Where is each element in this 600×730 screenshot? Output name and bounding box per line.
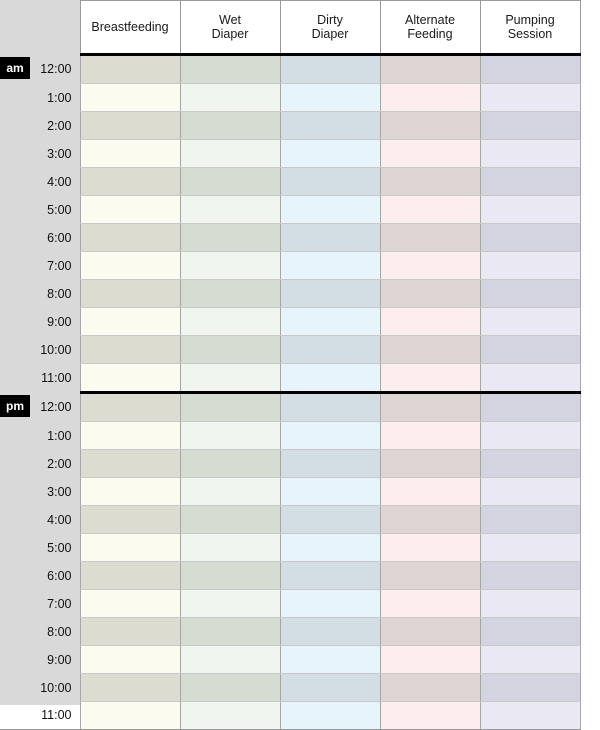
period-badge-am: am	[0, 57, 30, 79]
cell-breastfeeding[interactable]	[80, 562, 180, 590]
column-header-breastfeeding-label: Breastfeeding	[91, 19, 169, 34]
cell-wet-diaper[interactable]	[180, 562, 280, 590]
cell-dirty-diaper[interactable]	[280, 506, 380, 534]
cell-alternate-feeding[interactable]	[380, 280, 480, 308]
cell-pumping-session[interactable]	[480, 646, 580, 674]
cell-alternate-feeding[interactable]	[380, 618, 480, 646]
cell-breastfeeding[interactable]	[80, 55, 180, 84]
table-body	[0, 55, 580, 730]
table-row	[0, 140, 580, 168]
cell-wet-diaper[interactable]	[180, 196, 280, 224]
cell-wet-diaper[interactable]	[180, 590, 280, 618]
cell-dirty-diaper[interactable]	[280, 478, 380, 506]
cell-wet-diaper[interactable]	[180, 422, 280, 450]
row-time-label	[0, 168, 80, 196]
column-header-dirty-diaper-line1: Dirty	[317, 12, 343, 27]
table-row	[0, 422, 580, 450]
cell-alternate-feeding[interactable]	[380, 112, 480, 140]
table-row	[0, 702, 580, 730]
row-time-text: 7:00	[47, 596, 72, 611]
cell-pumping-session[interactable]	[480, 478, 580, 506]
row-time-label	[0, 506, 80, 534]
cell-wet-diaper[interactable]	[180, 364, 280, 393]
cell-wet-diaper[interactable]	[180, 336, 280, 364]
table-row	[0, 506, 580, 534]
cell-dirty-diaper[interactable]	[280, 280, 380, 308]
cell-dirty-diaper[interactable]	[280, 393, 380, 422]
cell-dirty-diaper[interactable]	[280, 702, 380, 730]
row-time-text: 3:00	[47, 146, 72, 161]
column-header-pumping-session-line2: Session	[507, 27, 553, 41]
table-row	[0, 168, 580, 196]
cell-alternate-feeding[interactable]	[380, 393, 480, 422]
table-row	[0, 84, 580, 112]
cell-wet-diaper[interactable]	[180, 112, 280, 140]
cell-pumping-session[interactable]	[480, 112, 580, 140]
cell-breastfeeding[interactable]	[80, 393, 180, 422]
cell-breastfeeding[interactable]	[80, 534, 180, 562]
table-row	[0, 224, 580, 252]
cell-pumping-session[interactable]	[480, 422, 580, 450]
row-time-text: 5:00	[47, 202, 72, 217]
row-time-label	[0, 590, 80, 618]
row-time-label	[0, 308, 80, 336]
header-row	[0, 1, 580, 55]
cell-dirty-diaper[interactable]	[280, 618, 380, 646]
cell-breastfeeding[interactable]	[80, 140, 180, 168]
cell-breastfeeding[interactable]	[80, 168, 180, 196]
cell-wet-diaper[interactable]	[180, 280, 280, 308]
cell-dirty-diaper[interactable]	[280, 646, 380, 674]
cell-breastfeeding[interactable]	[80, 618, 180, 646]
cell-wet-diaper[interactable]	[180, 84, 280, 112]
cell-dirty-diaper[interactable]	[280, 534, 380, 562]
row-time-label	[0, 196, 80, 224]
row-time-text: 10:00	[40, 680, 72, 695]
column-header-alternate-feeding-line2: Feeding	[407, 27, 453, 41]
table-row	[0, 336, 580, 364]
row-time-text: 4:00	[47, 174, 72, 189]
column-header-dirty-diaper-line2: Diaper	[311, 27, 349, 41]
cell-pumping-session[interactable]	[480, 674, 580, 702]
cell-breastfeeding[interactable]	[80, 252, 180, 280]
row-time-text: 11:00	[41, 708, 72, 723]
cell-alternate-feeding[interactable]	[380, 534, 480, 562]
row-time-label	[0, 422, 80, 450]
row-time-text: 1:00	[47, 90, 72, 105]
cell-dirty-diaper[interactable]	[280, 364, 380, 393]
cell-wet-diaper[interactable]	[180, 168, 280, 196]
row-time-label	[0, 674, 80, 702]
table-row	[0, 280, 580, 308]
table-row	[0, 478, 580, 506]
cell-dirty-diaper[interactable]	[280, 224, 380, 252]
table-row	[0, 562, 580, 590]
row-time-label	[0, 702, 80, 730]
cell-pumping-session[interactable]	[480, 336, 580, 364]
row-time-text: 4:00	[47, 512, 72, 527]
column-header-breastfeeding	[80, 1, 180, 55]
table-row	[0, 55, 580, 84]
row-time-text: 1:00	[47, 428, 72, 443]
row-time-label	[0, 534, 80, 562]
cell-wet-diaper[interactable]	[180, 702, 280, 730]
cell-breastfeeding[interactable]	[80, 308, 180, 336]
cell-alternate-feeding[interactable]	[380, 308, 480, 336]
column-header-wet-diaper	[180, 1, 280, 55]
row-time-label	[0, 364, 80, 393]
row-time-label	[0, 280, 80, 308]
cell-pumping-session[interactable]	[480, 140, 580, 168]
cell-breastfeeding[interactable]	[80, 196, 180, 224]
row-time-label	[0, 450, 80, 478]
cell-dirty-diaper[interactable]	[280, 84, 380, 112]
cell-dirty-diaper[interactable]	[280, 450, 380, 478]
cell-dirty-diaper[interactable]	[280, 308, 380, 336]
row-time-text: 6:00	[47, 230, 72, 245]
row-time-label	[0, 393, 80, 422]
table-row	[0, 196, 580, 224]
cell-breastfeeding[interactable]	[80, 702, 180, 730]
cell-pumping-session[interactable]	[480, 252, 580, 280]
cell-pumping-session[interactable]	[480, 534, 580, 562]
cell-alternate-feeding[interactable]	[380, 84, 480, 112]
row-time-label	[0, 224, 80, 252]
cell-breastfeeding[interactable]	[80, 506, 180, 534]
cell-breastfeeding[interactable]	[80, 450, 180, 478]
row-time-label	[0, 478, 80, 506]
row-time-label	[0, 336, 80, 364]
cell-alternate-feeding[interactable]	[380, 590, 480, 618]
row-time-label	[0, 562, 80, 590]
cell-alternate-feeding[interactable]	[380, 422, 480, 450]
cell-pumping-session[interactable]	[480, 224, 580, 252]
row-time-label	[0, 140, 80, 168]
row-time-text: 12:00	[40, 62, 72, 76]
row-time-label	[0, 112, 80, 140]
row-time-text: 2:00	[47, 118, 72, 133]
cell-pumping-session[interactable]	[480, 168, 580, 196]
cell-alternate-feeding[interactable]	[380, 702, 480, 730]
table-row	[0, 112, 580, 140]
row-time-text: 9:00	[47, 314, 72, 329]
cell-wet-diaper[interactable]	[180, 55, 280, 84]
column-header-dirty-diaper	[280, 1, 380, 55]
cell-pumping-session[interactable]	[480, 702, 580, 730]
table-row	[0, 674, 580, 702]
row-time-label	[0, 84, 80, 112]
cell-alternate-feeding[interactable]	[380, 646, 480, 674]
row-time-text: 2:00	[47, 456, 72, 471]
cell-wet-diaper[interactable]	[180, 534, 280, 562]
column-header-alternate-feeding	[380, 1, 480, 55]
cell-alternate-feeding[interactable]	[380, 674, 480, 702]
cell-alternate-feeding[interactable]	[380, 55, 480, 84]
table-row	[0, 590, 580, 618]
cell-breastfeeding[interactable]	[80, 590, 180, 618]
cell-dirty-diaper[interactable]	[280, 562, 380, 590]
table-row	[0, 618, 580, 646]
column-header-wet-diaper-line2: Diaper	[211, 27, 249, 41]
cell-wet-diaper[interactable]	[180, 140, 280, 168]
cell-breastfeeding[interactable]	[80, 112, 180, 140]
cell-dirty-diaper[interactable]	[280, 55, 380, 84]
row-time-label	[0, 618, 80, 646]
cell-dirty-diaper[interactable]	[280, 196, 380, 224]
cell-pumping-session[interactable]	[480, 196, 580, 224]
cell-breastfeeding[interactable]	[80, 224, 180, 252]
row-time-text: 6:00	[47, 568, 72, 583]
cell-wet-diaper[interactable]	[180, 478, 280, 506]
table-row	[0, 308, 580, 336]
cell-wet-diaper[interactable]	[180, 618, 280, 646]
row-time-text: 11:00	[41, 371, 72, 385]
cell-alternate-feeding[interactable]	[380, 252, 480, 280]
table-header	[0, 1, 580, 55]
table-row	[0, 364, 580, 393]
column-header-alternate-feeding-line1: Alternate	[404, 12, 456, 27]
time-column-header	[0, 1, 80, 55]
cell-dirty-diaper[interactable]	[280, 590, 380, 618]
row-time-text: 3:00	[47, 484, 72, 499]
row-time-text: 5:00	[47, 540, 72, 555]
cell-breastfeeding[interactable]	[80, 364, 180, 393]
row-time-text: 12:00	[40, 400, 72, 414]
cell-alternate-feeding[interactable]	[380, 562, 480, 590]
column-header-wet-diaper-line1: Wet	[219, 12, 241, 27]
cell-dirty-diaper[interactable]	[280, 422, 380, 450]
cell-wet-diaper[interactable]	[180, 646, 280, 674]
cell-alternate-feeding[interactable]	[380, 140, 480, 168]
row-time-text: 7:00	[47, 258, 72, 273]
cell-alternate-feeding[interactable]	[380, 450, 480, 478]
row-time-label	[0, 252, 80, 280]
cell-pumping-session[interactable]	[480, 450, 580, 478]
cell-alternate-feeding[interactable]	[380, 224, 480, 252]
cell-breastfeeding[interactable]	[80, 646, 180, 674]
cell-wet-diaper[interactable]	[180, 506, 280, 534]
period-badge-pm: pm	[0, 395, 30, 417]
row-time-text: 10:00	[40, 342, 72, 357]
cell-pumping-session[interactable]	[480, 562, 580, 590]
cell-wet-diaper[interactable]	[180, 393, 280, 422]
cell-pumping-session[interactable]	[480, 506, 580, 534]
row-time-label	[0, 646, 80, 674]
cell-alternate-feeding[interactable]	[380, 196, 480, 224]
row-time-text: 8:00	[47, 286, 72, 301]
cell-pumping-session[interactable]	[480, 393, 580, 422]
table-row	[0, 393, 580, 422]
cell-breastfeeding[interactable]	[80, 84, 180, 112]
cell-alternate-feeding[interactable]	[380, 336, 480, 364]
row-time-label	[0, 55, 80, 84]
row-time-text: 9:00	[47, 652, 72, 667]
cell-dirty-diaper[interactable]	[280, 168, 380, 196]
cell-pumping-session[interactable]	[480, 84, 580, 112]
table-row	[0, 534, 580, 562]
cell-breastfeeding[interactable]	[80, 422, 180, 450]
column-header-pumping-session	[480, 1, 580, 55]
cell-alternate-feeding[interactable]	[380, 364, 480, 393]
cell-alternate-feeding[interactable]	[380, 168, 480, 196]
cell-alternate-feeding[interactable]	[380, 506, 480, 534]
cell-pumping-session[interactable]	[480, 618, 580, 646]
cell-alternate-feeding[interactable]	[380, 478, 480, 506]
cell-breastfeeding[interactable]	[80, 674, 180, 702]
cell-dirty-diaper[interactable]	[280, 112, 380, 140]
cell-wet-diaper[interactable]	[180, 308, 280, 336]
cell-dirty-diaper[interactable]	[280, 336, 380, 364]
cell-wet-diaper[interactable]	[180, 674, 280, 702]
cell-wet-diaper[interactable]	[180, 224, 280, 252]
table-row	[0, 450, 580, 478]
cell-dirty-diaper[interactable]	[280, 252, 380, 280]
cell-pumping-session[interactable]	[480, 364, 580, 393]
row-time-text: 8:00	[47, 624, 72, 639]
cell-wet-diaper[interactable]	[180, 450, 280, 478]
cell-pumping-session[interactable]	[480, 280, 580, 308]
cell-pumping-session[interactable]	[480, 308, 580, 336]
cell-wet-diaper[interactable]	[180, 252, 280, 280]
cell-pumping-session[interactable]	[480, 590, 580, 618]
cell-dirty-diaper[interactable]	[280, 674, 380, 702]
cell-breastfeeding[interactable]	[80, 478, 180, 506]
column-header-pumping-session-line1: Pumping	[505, 12, 555, 27]
table-row	[0, 646, 580, 674]
cell-breastfeeding[interactable]	[80, 336, 180, 364]
cell-dirty-diaper[interactable]	[280, 140, 380, 168]
table-row	[0, 252, 580, 280]
cell-pumping-session[interactable]	[480, 55, 580, 84]
cell-breastfeeding[interactable]	[80, 280, 180, 308]
